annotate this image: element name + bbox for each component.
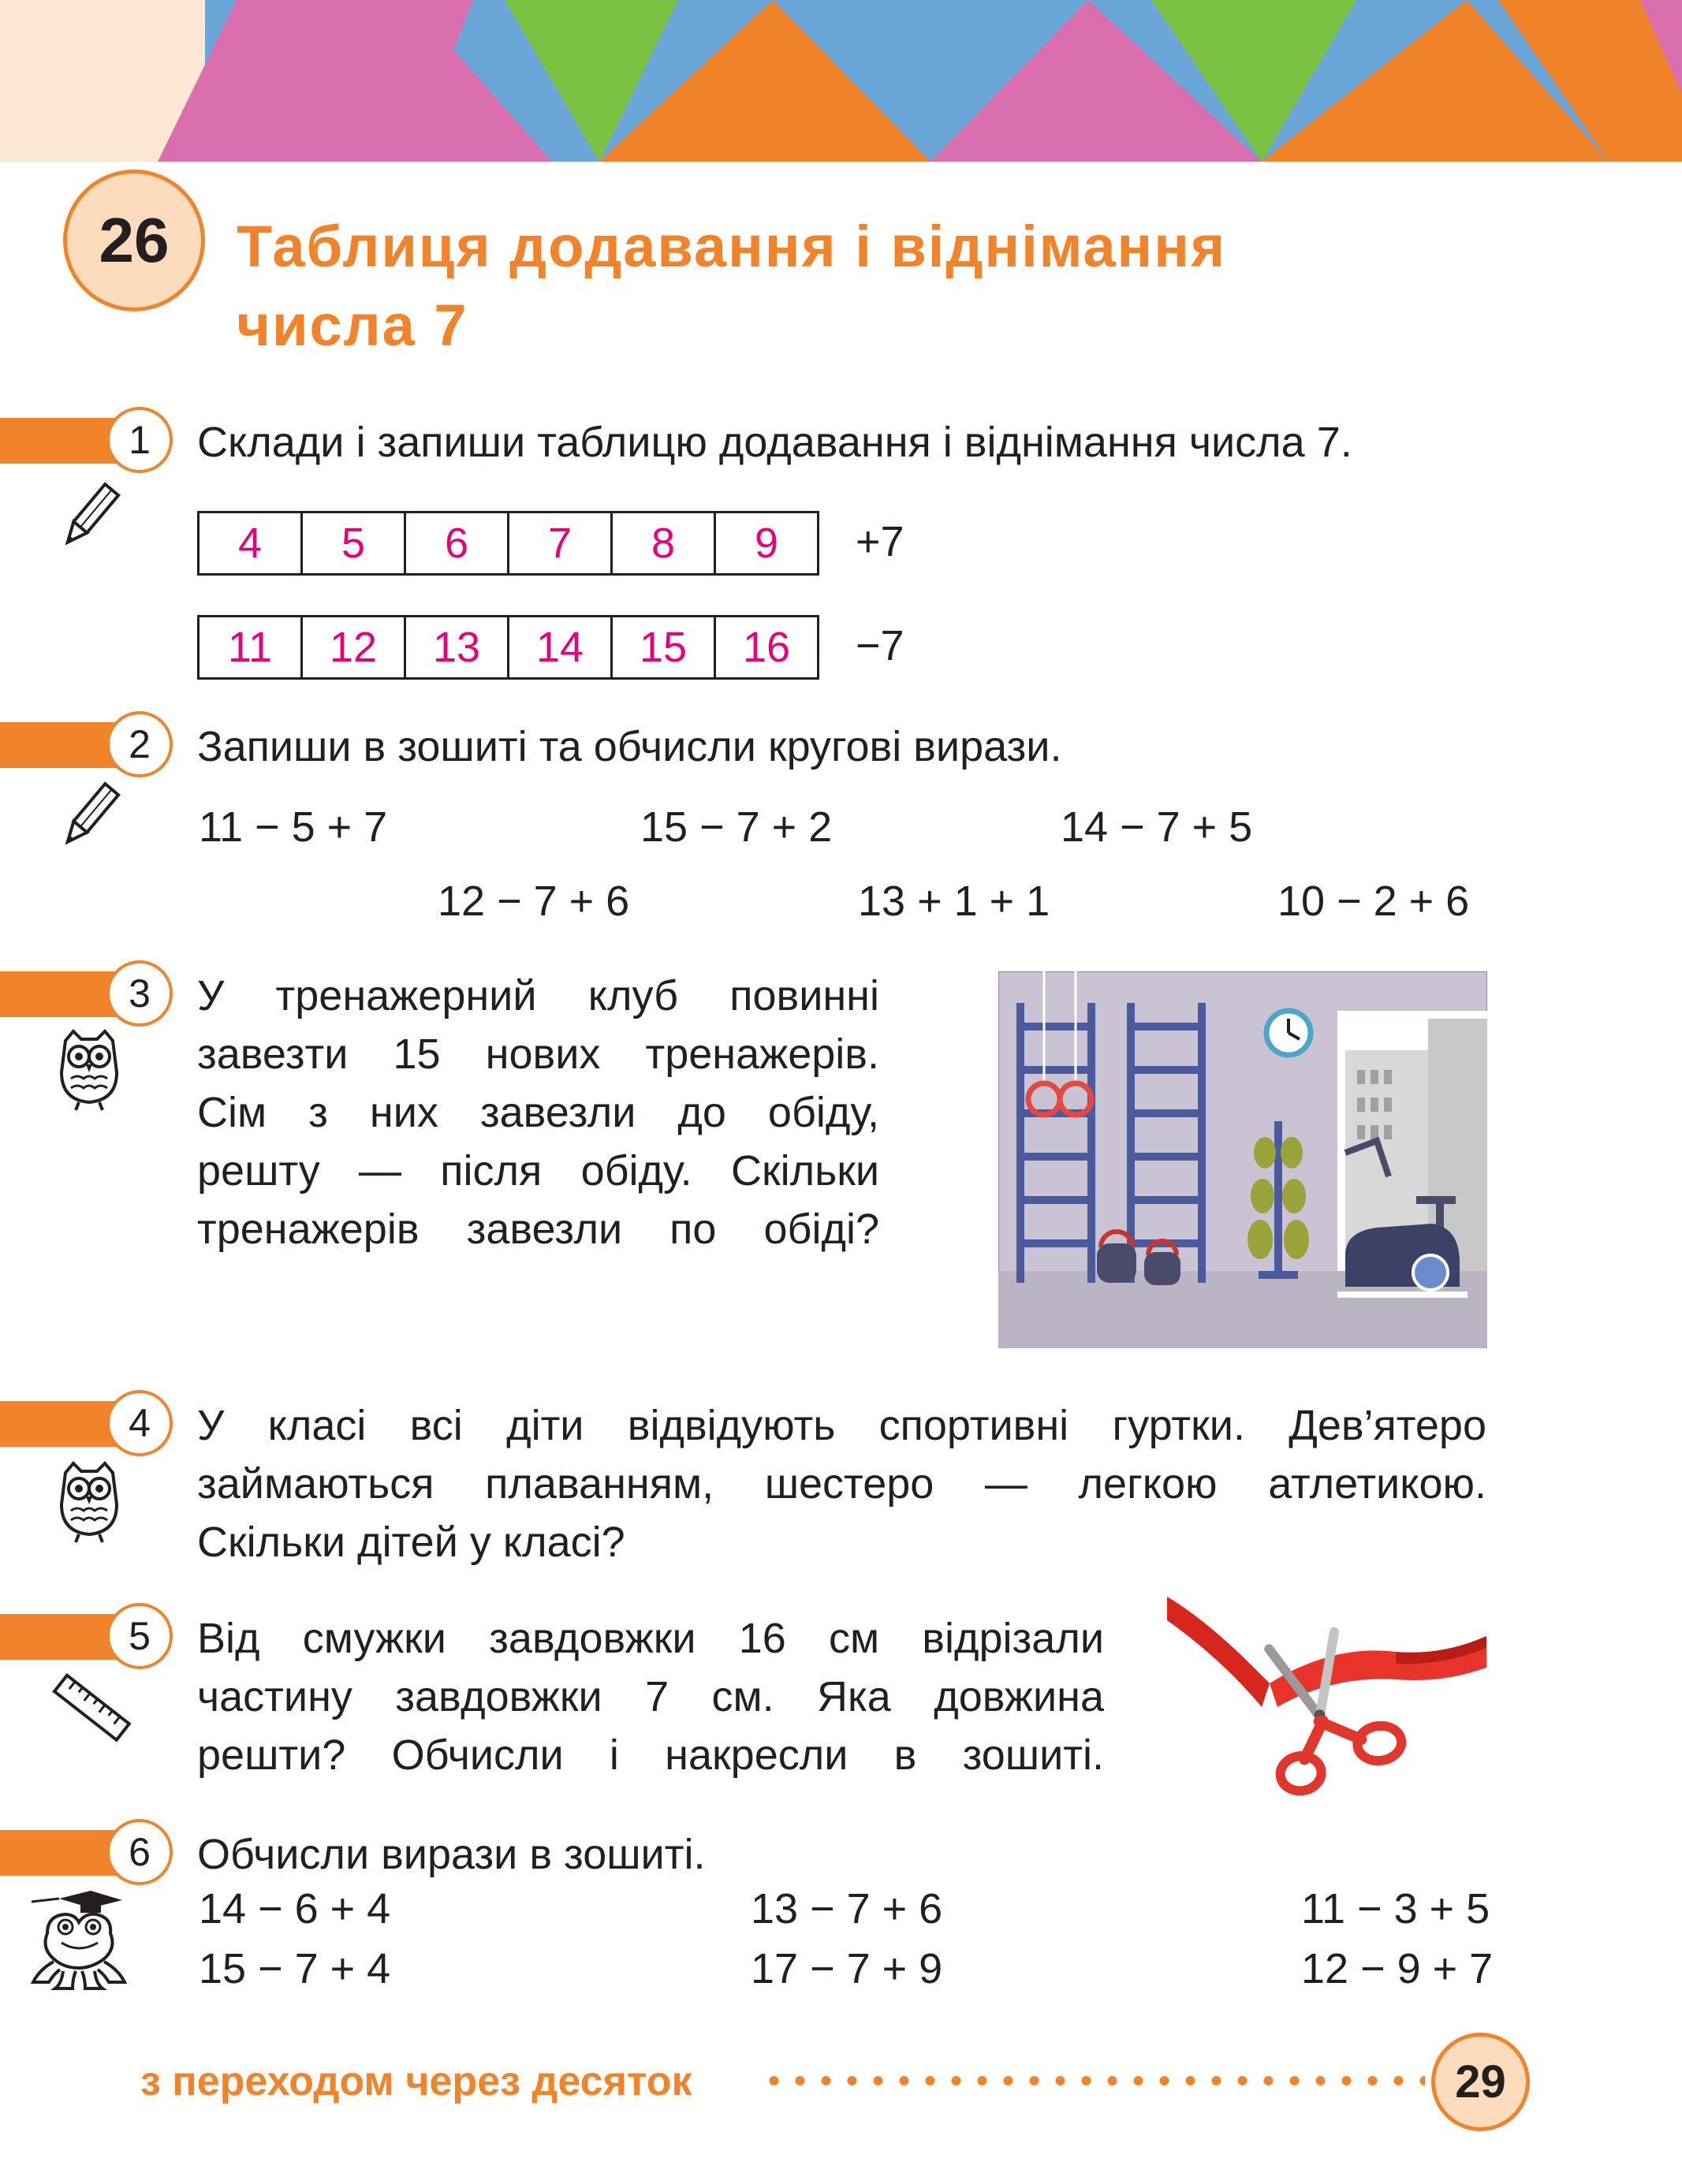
text-line: тренажерів завезли по обіді? [197,1206,879,1253]
pencil-icon [49,477,128,556]
add-cell: 9 [715,512,819,575]
task-4-number: 4 [106,1390,173,1456]
text-line: Сім з них завезли до обіду, [197,1089,879,1136]
addition-operator: +7 [856,518,904,565]
sub-cell: 12 [302,617,405,679]
task-3-text [197,967,879,1258]
expression: 12 − 9 + 7 [1301,1945,1494,1992]
footer-section-label: з переходом через десяток [140,2059,692,2104]
task-5-text [197,1609,1104,1784]
text-line: решти? Обчисли і накресли в зошиті. [197,1731,1104,1779]
expression: 11 − 5 + 7 [199,803,388,851]
text-line: частину завдовжки 7 см. Яка довжина [197,1673,1104,1720]
footer-dotted-leader [761,2070,1425,2091]
expression: 13 − 7 + 6 [751,1885,943,1932]
expression: 13 + 1 + 1 [858,878,1050,925]
expression: 12 − 7 + 6 [438,878,630,925]
lesson-title-line-1: Таблиця додавання і віднімання [237,214,1227,279]
text-line: Скільки дітей у класі? [197,1519,625,1566]
expression: 10 − 2 + 6 [1277,878,1470,925]
text-line: У тренажерний клуб повинні [197,972,879,1019]
expression: 11 − 3 + 5 [1301,1885,1490,1932]
expression: 14 − 7 + 5 [1061,803,1253,851]
text-line: займаються плаванням, шестеро — легкою атлетикою. [197,1460,1486,1508]
subtraction-operator: −7 [856,622,904,669]
ruler-icon [49,1668,136,1746]
task-5-number: 5 [106,1603,173,1669]
sub-cell: 15 [612,617,715,679]
owl-icon [54,1025,125,1112]
task-6-text: Обчисли вирази в зошиті. [197,1831,706,1878]
task-1-number: 1 [106,407,173,473]
text-line: У класі всі діти відвідують спортивні гуртки. Дев’ятеро [197,1402,1486,1449]
text-line: решту — після обіду. Скільки [197,1147,879,1194]
add-cell: 5 [302,512,405,575]
frog-graduate-icon [16,1884,138,1995]
expression: 14 − 6 + 4 [199,1885,391,1932]
pencil-icon [49,777,128,855]
gym-illustration [998,971,1487,1348]
subtraction-table [197,615,819,680]
text-line: Від смужки завдовжки 16 см відрізали [197,1615,1104,1662]
add-cell: 6 [405,512,509,575]
sub-cell: 11 [199,617,302,679]
add-cell: 4 [199,512,302,575]
sub-cell: 14 [509,617,612,679]
expression: 15 − 7 + 4 [199,1945,391,1992]
sub-cell: 13 [405,617,509,679]
sub-cell: 16 [715,617,819,679]
lesson-number-badge [63,170,205,311]
task-4-text [197,1396,1486,1571]
page-number-badge [1431,2033,1530,2131]
add-cell: 7 [509,512,612,575]
add-cell: 8 [612,512,715,575]
text-line: завезти 15 нових тренажерів. [197,1031,879,1078]
task-2-text: Запиши в зошиті та обчисли кругові вирази. [197,723,1062,770]
task-2-number: 2 [106,711,173,777]
expression: 17 − 7 + 9 [751,1945,943,1992]
task-6-number: 6 [106,1819,173,1885]
addition-table [197,511,819,576]
decorative-banner [0,0,1682,162]
owl-icon [54,1457,125,1544]
page-number: 29 [1455,2056,1506,2108]
lesson-number: 26 [99,205,170,275]
task-3-number: 3 [106,960,173,1027]
scissors-ribbon-illustration [1159,1589,1490,1798]
expression: 15 − 7 + 2 [640,803,833,851]
lesson-title-line-2: числа 7 [237,293,468,358]
task-1-text: Склади і запиши таблицю додавання і віднімання числа 7. [197,419,1352,466]
